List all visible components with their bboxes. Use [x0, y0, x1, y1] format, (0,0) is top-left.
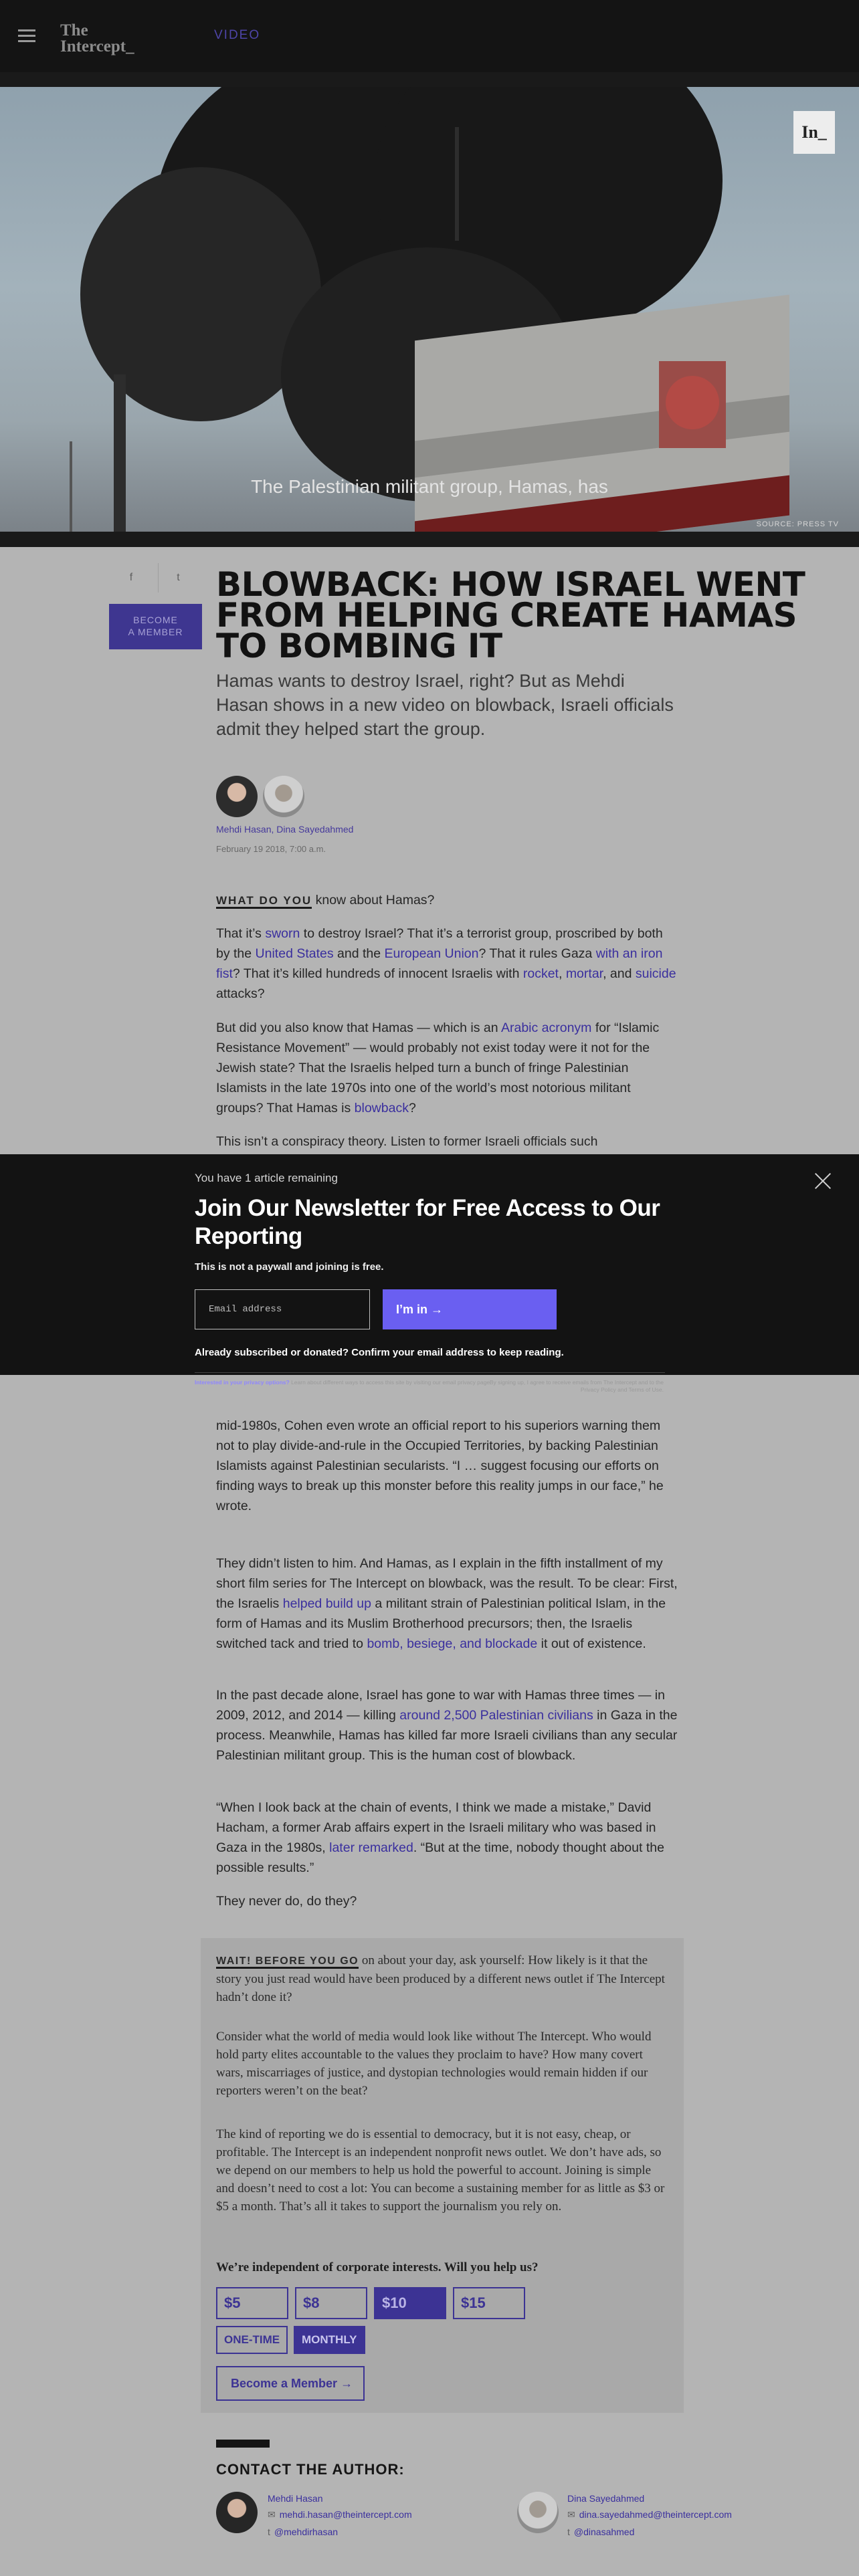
video-source: SOURCE: PRESS TV — [756, 520, 839, 528]
paragraph: That it’s sworn to destroy Israel? That it’s a terrorist group, proscribed by both by the United States and the European Union? That it rules Gaza with an iron fist? That it’s killed hundreds of innocent Israelis with rocket, mortar, and suicide attacks? — [216, 926, 676, 1001]
inline-link[interactable]: with an iron fist — [216, 946, 663, 981]
inline-link[interactable]: helped build up — [282, 1596, 372, 1611]
logo-line-2: Intercept_ — [60, 37, 134, 56]
article-headline: BLOWBACK: HOW ISRAEL WENT FROM HELPING CREATE HAMAS TO BOMBING IT — [216, 565, 805, 665]
menu-icon[interactable] — [18, 29, 35, 43]
pole — [114, 374, 126, 532]
email-icon: ✉ — [268, 2509, 276, 2520]
appeal-lead: WAIT! BEFORE YOU GO — [216, 1955, 359, 1969]
byline[interactable]: Mehdi Hasan, Dina Sayedahmed — [216, 824, 354, 835]
inline-link[interactable]: United States — [255, 946, 334, 961]
author-email[interactable]: ✉ mehdi.hasan@theintercept.com — [268, 2509, 412, 2520]
section-rule — [216, 2440, 270, 2448]
inline-link[interactable]: Arabic acronym — [500, 1021, 592, 1035]
paragraph: In the past decade alone, Israel has gone to war with Hamas three times — in 2009, 2012, and 2014 — killing around 2,500 Palestinian civilians in Gaza in the process. Meanwhile, Hamas has killed far more Israeli civilians than any secular Palestinian militant group. This is the human cost of blowback. — [216, 1688, 678, 1763]
articles-remaining: You have 1 article remaining — [195, 1172, 338, 1184]
newsletter-modal — [0, 1154, 859, 1393]
author-twitter[interactable]: t @mehdirhasan — [268, 2527, 339, 2537]
author-avatar[interactable] — [216, 2492, 258, 2533]
lead-paragraph: WHAT DO YOU know about Hamas? — [216, 893, 435, 907]
publish-date: February 19 2018, 7:00 a.m. — [216, 844, 326, 854]
video-caption: The Palestinian militant group, Hamas, has — [251, 476, 608, 497]
twitter-share-icon[interactable]: t — [158, 563, 198, 593]
amount-option[interactable]: $15 — [453, 2287, 525, 2319]
building-sign — [659, 361, 726, 448]
inline-link[interactable]: mortar — [565, 966, 603, 981]
close-icon[interactable] — [812, 1170, 834, 1192]
amount-option-selected[interactable]: $10 — [374, 2287, 446, 2319]
lead-cap: WHAT DO YOU — [216, 894, 312, 909]
paragraph: They never do, do they? — [216, 1894, 357, 1909]
paragraph: They didn’t listen to him. And Hamas, as I explain in the fifth installment of my short film series for The Intercept on blowback, was the result. To be clear: First, the Israelis helped build up a militant strain of Palestinian political Islam, in the form of Hamas and its Muslim Brotherhood precursors; then, the Israelis switched tack and tried to bomb, besiege, and blockade it out of existence. — [216, 1556, 678, 1651]
join-button[interactable]: I’m in → — [383, 1289, 557, 1329]
inline-link[interactable]: sworn — [265, 926, 300, 941]
privacy-note: Interested in your privacy options? Learn about different ways to access this site by visiting our email privacy page. — [195, 1379, 492, 1386]
become-member-button[interactable] — [109, 604, 202, 649]
privacy-link[interactable]: Interested in your privacy options? — [195, 1379, 290, 1386]
modal-subtitle: This is not a paywall and joining is free. — [195, 1261, 384, 1273]
appeal-question: We’re independent of corporate interests. Will you help us? — [216, 2260, 539, 2274]
author-name[interactable]: Mehdi Hasan — [268, 2493, 323, 2504]
contact-title: CONTACT THE AUTHOR: — [216, 2461, 405, 2478]
inline-link[interactable]: rocket — [522, 966, 559, 981]
email-field[interactable] — [195, 1289, 370, 1329]
modal-title: Join Our Newsletter for Free Access to Our Reporting — [195, 1195, 660, 1249]
logo-line-1: The — [60, 21, 88, 39]
confirm-email-link[interactable]: Already subscribed or donated? Confirm your email address to keep reading. — [195, 1347, 564, 1358]
inline-link[interactable]: around 2,500 Palestinian civilians — [399, 1708, 593, 1723]
amount-option[interactable]: $5 — [216, 2287, 288, 2319]
article-dek: Hamas wants to destroy Israel, right? But as Mehdi Hasan shows in a new video on blowback, Israeli officials admit they helped start the group. — [216, 671, 674, 739]
frequency-monthly[interactable]: MONTHLY — [294, 2326, 365, 2354]
membership-appeal — [201, 1938, 684, 2413]
facebook-share-icon[interactable]: f — [129, 572, 133, 583]
paragraph: But did you also know that Hamas — which is an Arabic acronym for “Islamic Resistance Movement” — would probably not exist today were it not for the Jewish state? That the Israelis helped turn a bunch of fringe Palestinian Islamists in the late 1970s into one of the world’s most notorious militant groups? That Hamas is blowback? — [216, 1021, 660, 1115]
amount-option[interactable]: $8 — [295, 2287, 367, 2319]
intercept-badge: In_ — [793, 111, 835, 154]
inline-link[interactable]: suicide — [635, 966, 676, 981]
author-twitter[interactable]: t @dinasahmed — [567, 2527, 635, 2537]
paragraph: This isn’t a conspiracy theory. Listen to former Israeli officials such — [216, 1134, 598, 1149]
twitter-icon: t — [567, 2527, 570, 2537]
paragraph: mid-1980s, Cohen even wrote an official report to his superiors warning them not to play divide-and-rule in the Occupied Territories, by backing Palestinian Islamists against Palestinian secularists. “I … suggest focusing our efforts on finding ways to break up this monster before this reality jumps in our face,” he wrote. — [216, 1418, 664, 1513]
become-member-cta[interactable]: Become a Member → — [216, 2366, 365, 2401]
inline-link[interactable]: blowback — [354, 1101, 409, 1115]
member-line-1: BECOME — [133, 615, 178, 625]
author-avatar[interactable] — [517, 2492, 559, 2533]
site-logo[interactable] — [60, 23, 134, 55]
twitter-icon: t — [268, 2527, 270, 2537]
frequency-one-time[interactable]: ONE-TIME — [216, 2326, 288, 2354]
appeal-paragraph: The kind of reporting we do is essential to democracy, but it is not easy, cheap, or profitable. The Intercept is an independent nonprofit news outlet. We don’t have ads, so we depend on our members to help us hold the powerful to account. Joining is simple and doesn’t need to cost a lot: You can become a sustaining member for as little as $3 or $5 a month. That’s all it takes to support the journalism you rely on. — [216, 2127, 665, 2214]
inline-link[interactable]: bomb, besiege, and blockade — [367, 1636, 538, 1651]
divider — [195, 1372, 665, 1373]
appeal-paragraph: WAIT! BEFORE YOU GO on about your day, ask yourself: How likely is it that the story you just read would have been produced by a different news outlet if The Intercept hadn’t done it? — [216, 1953, 665, 2004]
author-email[interactable]: ✉ dina.sayedahmed@theintercept.com — [567, 2509, 732, 2520]
author-avatar[interactable] — [216, 776, 258, 817]
terms-note: By signing up, I agree to receive emails from The Intercept and to the Privacy Policy and Terms of Use. — [489, 1379, 664, 1393]
inline-link[interactable]: later remarked — [329, 1840, 413, 1855]
site-header — [0, 0, 859, 72]
author-avatar[interactable] — [263, 776, 304, 817]
inline-link[interactable]: European Union — [384, 946, 479, 961]
pole — [455, 127, 459, 241]
section-link-video[interactable]: VIDEO — [214, 28, 261, 42]
email-icon: ✉ — [567, 2509, 575, 2520]
paragraph: “When I look back at the chain of events, I think we made a mistake,” David Hacham, a former Arab affairs expert in the Israeli military who was based in Gaza in the 1980s, later remarked. “But at the time, nobody thought about the possible results.” — [216, 1800, 664, 1875]
member-line-2: A MEMBER — [128, 627, 183, 637]
appeal-paragraph: Consider what the world of media would look like without The Intercept. Who would hold party elites accountable to the values they proclaim to have? How many covert wars, miscarriages of justice, and dystopian technologies would remain hidden if our reporters weren’t on the beat? — [216, 2030, 652, 2098]
video-frame — [0, 87, 859, 532]
author-name[interactable]: Dina Sayedahmed — [567, 2493, 645, 2504]
video-player[interactable] — [0, 72, 859, 547]
